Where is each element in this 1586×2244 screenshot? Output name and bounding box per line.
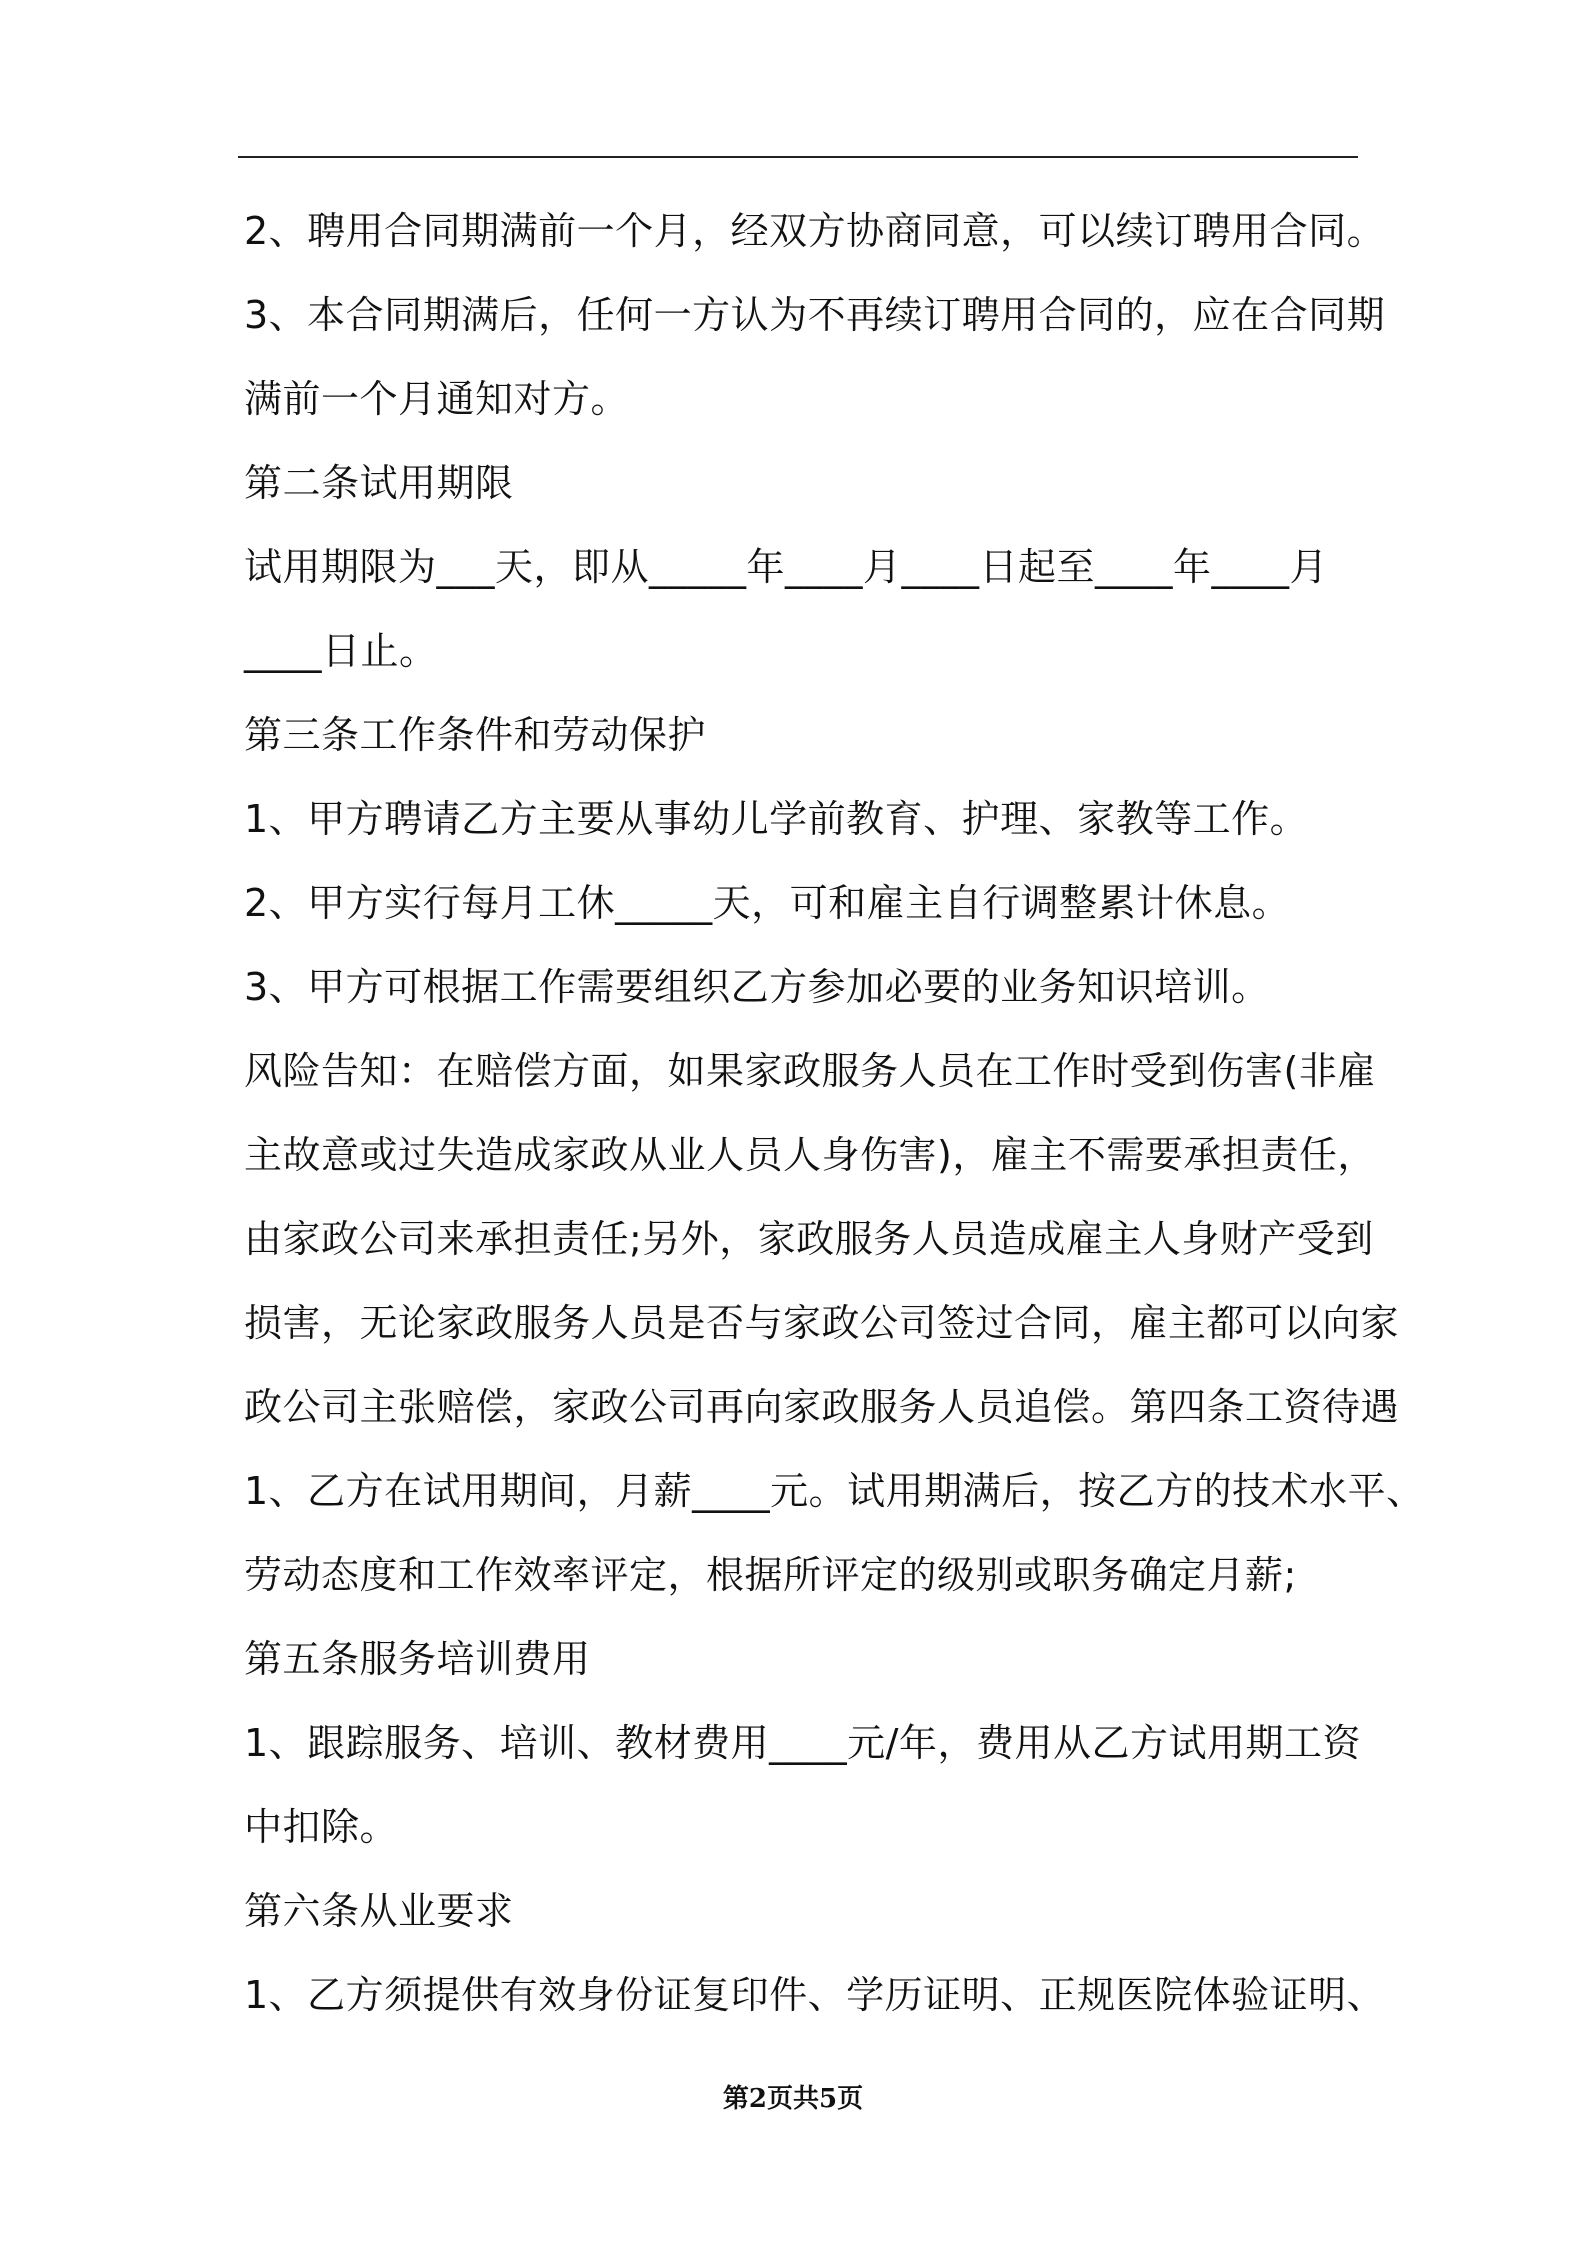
text-line: 试用期限为___天，即从_____年____月____日起至____年____月	[244, 545, 1329, 589]
text-line: 损害，无论家政服务人员是否与家政公司签过合同，雇主都可以向家	[244, 1301, 1400, 1345]
text-line: 政公司主张赔偿，家政公司再向家政服务人员追偿。第四条工资待遇	[244, 1385, 1400, 1429]
text-line: 2、甲方实行每月工休_____天，可和雇主自行调整累计休息。	[244, 881, 1291, 925]
section-heading: 第三条工作条件和劳动保护	[244, 713, 707, 757]
text-line: 3、本合同期满后，任何一方认为不再续订聘用合同的，应在合同期	[244, 293, 1386, 337]
text-line: 1、甲方聘请乙方主要从事幼儿学前教育、护理、家教等工作。	[244, 797, 1309, 841]
text-line: 劳动态度和工作效率评定，根据所评定的级别或职务确定月薪;	[244, 1553, 1297, 1597]
text-line: 主故意或过失造成家政从业人员人身伤害)，雇主不需要承担责任，	[244, 1133, 1376, 1177]
text-line: 中扣除。	[244, 1805, 399, 1849]
header-rule	[238, 156, 1358, 158]
text-line: 3、甲方可根据工作需要组织乙方参加必要的业务知识培训。	[244, 965, 1270, 1009]
text-line: ____日止。	[244, 629, 438, 673]
text-line: 风险告知：在赔偿方面，如果家政服务人员在工作时受到伤害(非雇	[244, 1049, 1376, 1093]
document-body	[244, 198, 1425, 2046]
text-line: 由家政公司来承担责任;另外，家政服务人员造成雇主人身财产受到	[244, 1217, 1374, 1261]
text-line: 1、乙方须提供有效身份证复印件、学历证明、正规医院体验证明、	[244, 1973, 1386, 2017]
text-line: 1、乙方在试用期间，月薪____元。试用期满后，按乙方的技术水平、	[244, 1469, 1425, 1513]
text-line: 2、聘用合同期满前一个月，经双方协商同意，可以续订聘用合同。	[244, 209, 1386, 253]
section-heading: 第二条试用期限	[244, 461, 514, 505]
text-line: 满前一个月通知对方。	[244, 377, 630, 421]
text-line: 1、跟踪服务、培训、教材费用____元/年，费用从乙方试用期工资	[244, 1721, 1361, 1765]
page-number: 第2页共5页	[722, 2084, 864, 2114]
section-heading: 第六条从业要求	[244, 1889, 514, 1933]
section-heading: 第五条服务培训费用	[244, 1637, 591, 1681]
